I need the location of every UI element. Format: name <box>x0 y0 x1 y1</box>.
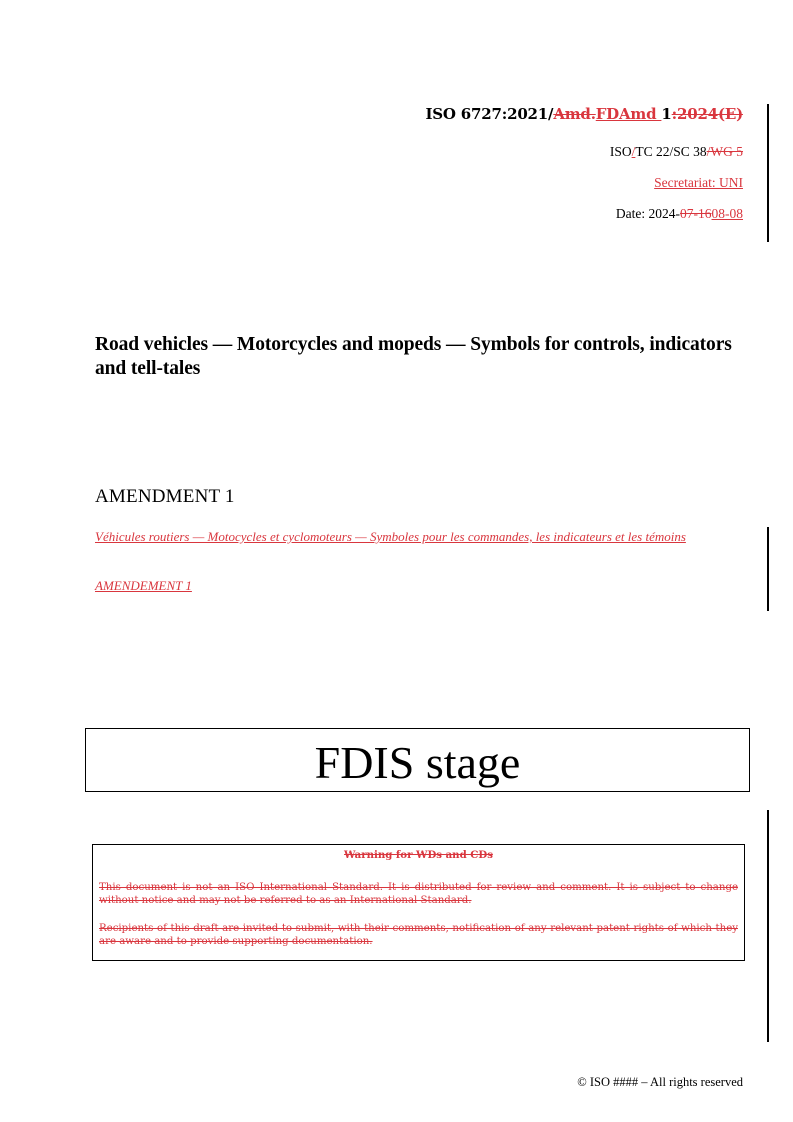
inserted-slash: / <box>631 144 636 159</box>
secretariat-line <box>654 175 743 191</box>
deleted-year-text: :2024(E) <box>671 105 743 123</box>
date-label: Date: 2024- <box>615 206 680 221</box>
inserted-fdamd-text: FDAmd <box>595 105 662 123</box>
date-line <box>616 206 743 222</box>
committee-iso: ISO <box>609 144 632 159</box>
stage-label: FDIS stage <box>314 737 521 788</box>
change-bar-header <box>767 104 769 242</box>
warning-paragraph-2: Recipients of this draft are invited to submit, with their comments, notification of any relevant patent rights of which they are aware and to provide supporting documentation. <box>99 922 738 947</box>
secretariat-text: Secretariat: UNI <box>654 175 743 190</box>
stage-box <box>85 728 750 792</box>
amendment-heading: AMENDMENT 1 <box>95 486 235 507</box>
committee-reference <box>610 144 743 160</box>
warning-paragraph-1: This document is not an ISO International Standard. It is distributed for review and comment. It is subject to change without notice and may not be referred to as an International Standard. <box>99 881 738 906</box>
change-bar-warning <box>767 810 769 1042</box>
deleted-amd-text: Amd. <box>553 105 596 123</box>
document-title: Road vehicles — Motorcycles and mopeds — Symbols for controls, indicators and tell-tales <box>95 334 732 379</box>
warning-box <box>92 844 745 961</box>
inserted-date: 08-08 <box>711 206 743 221</box>
deleted-working-group: /WG 5 <box>706 144 743 159</box>
document-reference <box>425 105 743 123</box>
amendment-number: 1 <box>661 105 672 123</box>
doc-ref-base: ISO 6727:2021/ <box>425 105 554 123</box>
committee-tc: TC 22/SC 38 <box>635 144 707 159</box>
copyright-footer: © ISO #### – All rights reserved <box>577 1075 743 1089</box>
french-title: Véhicules routiers — Motocycles et cyclomoteurs — Symboles pour les commandes, les indicateurs et les témoins <box>95 529 686 544</box>
deleted-date: 07-16 <box>680 206 712 221</box>
change-bar-french-title <box>767 527 769 611</box>
warning-title: Warning for WDs and CDs <box>344 849 493 861</box>
french-amendment-heading: AMENDEMENT 1 <box>95 578 192 593</box>
